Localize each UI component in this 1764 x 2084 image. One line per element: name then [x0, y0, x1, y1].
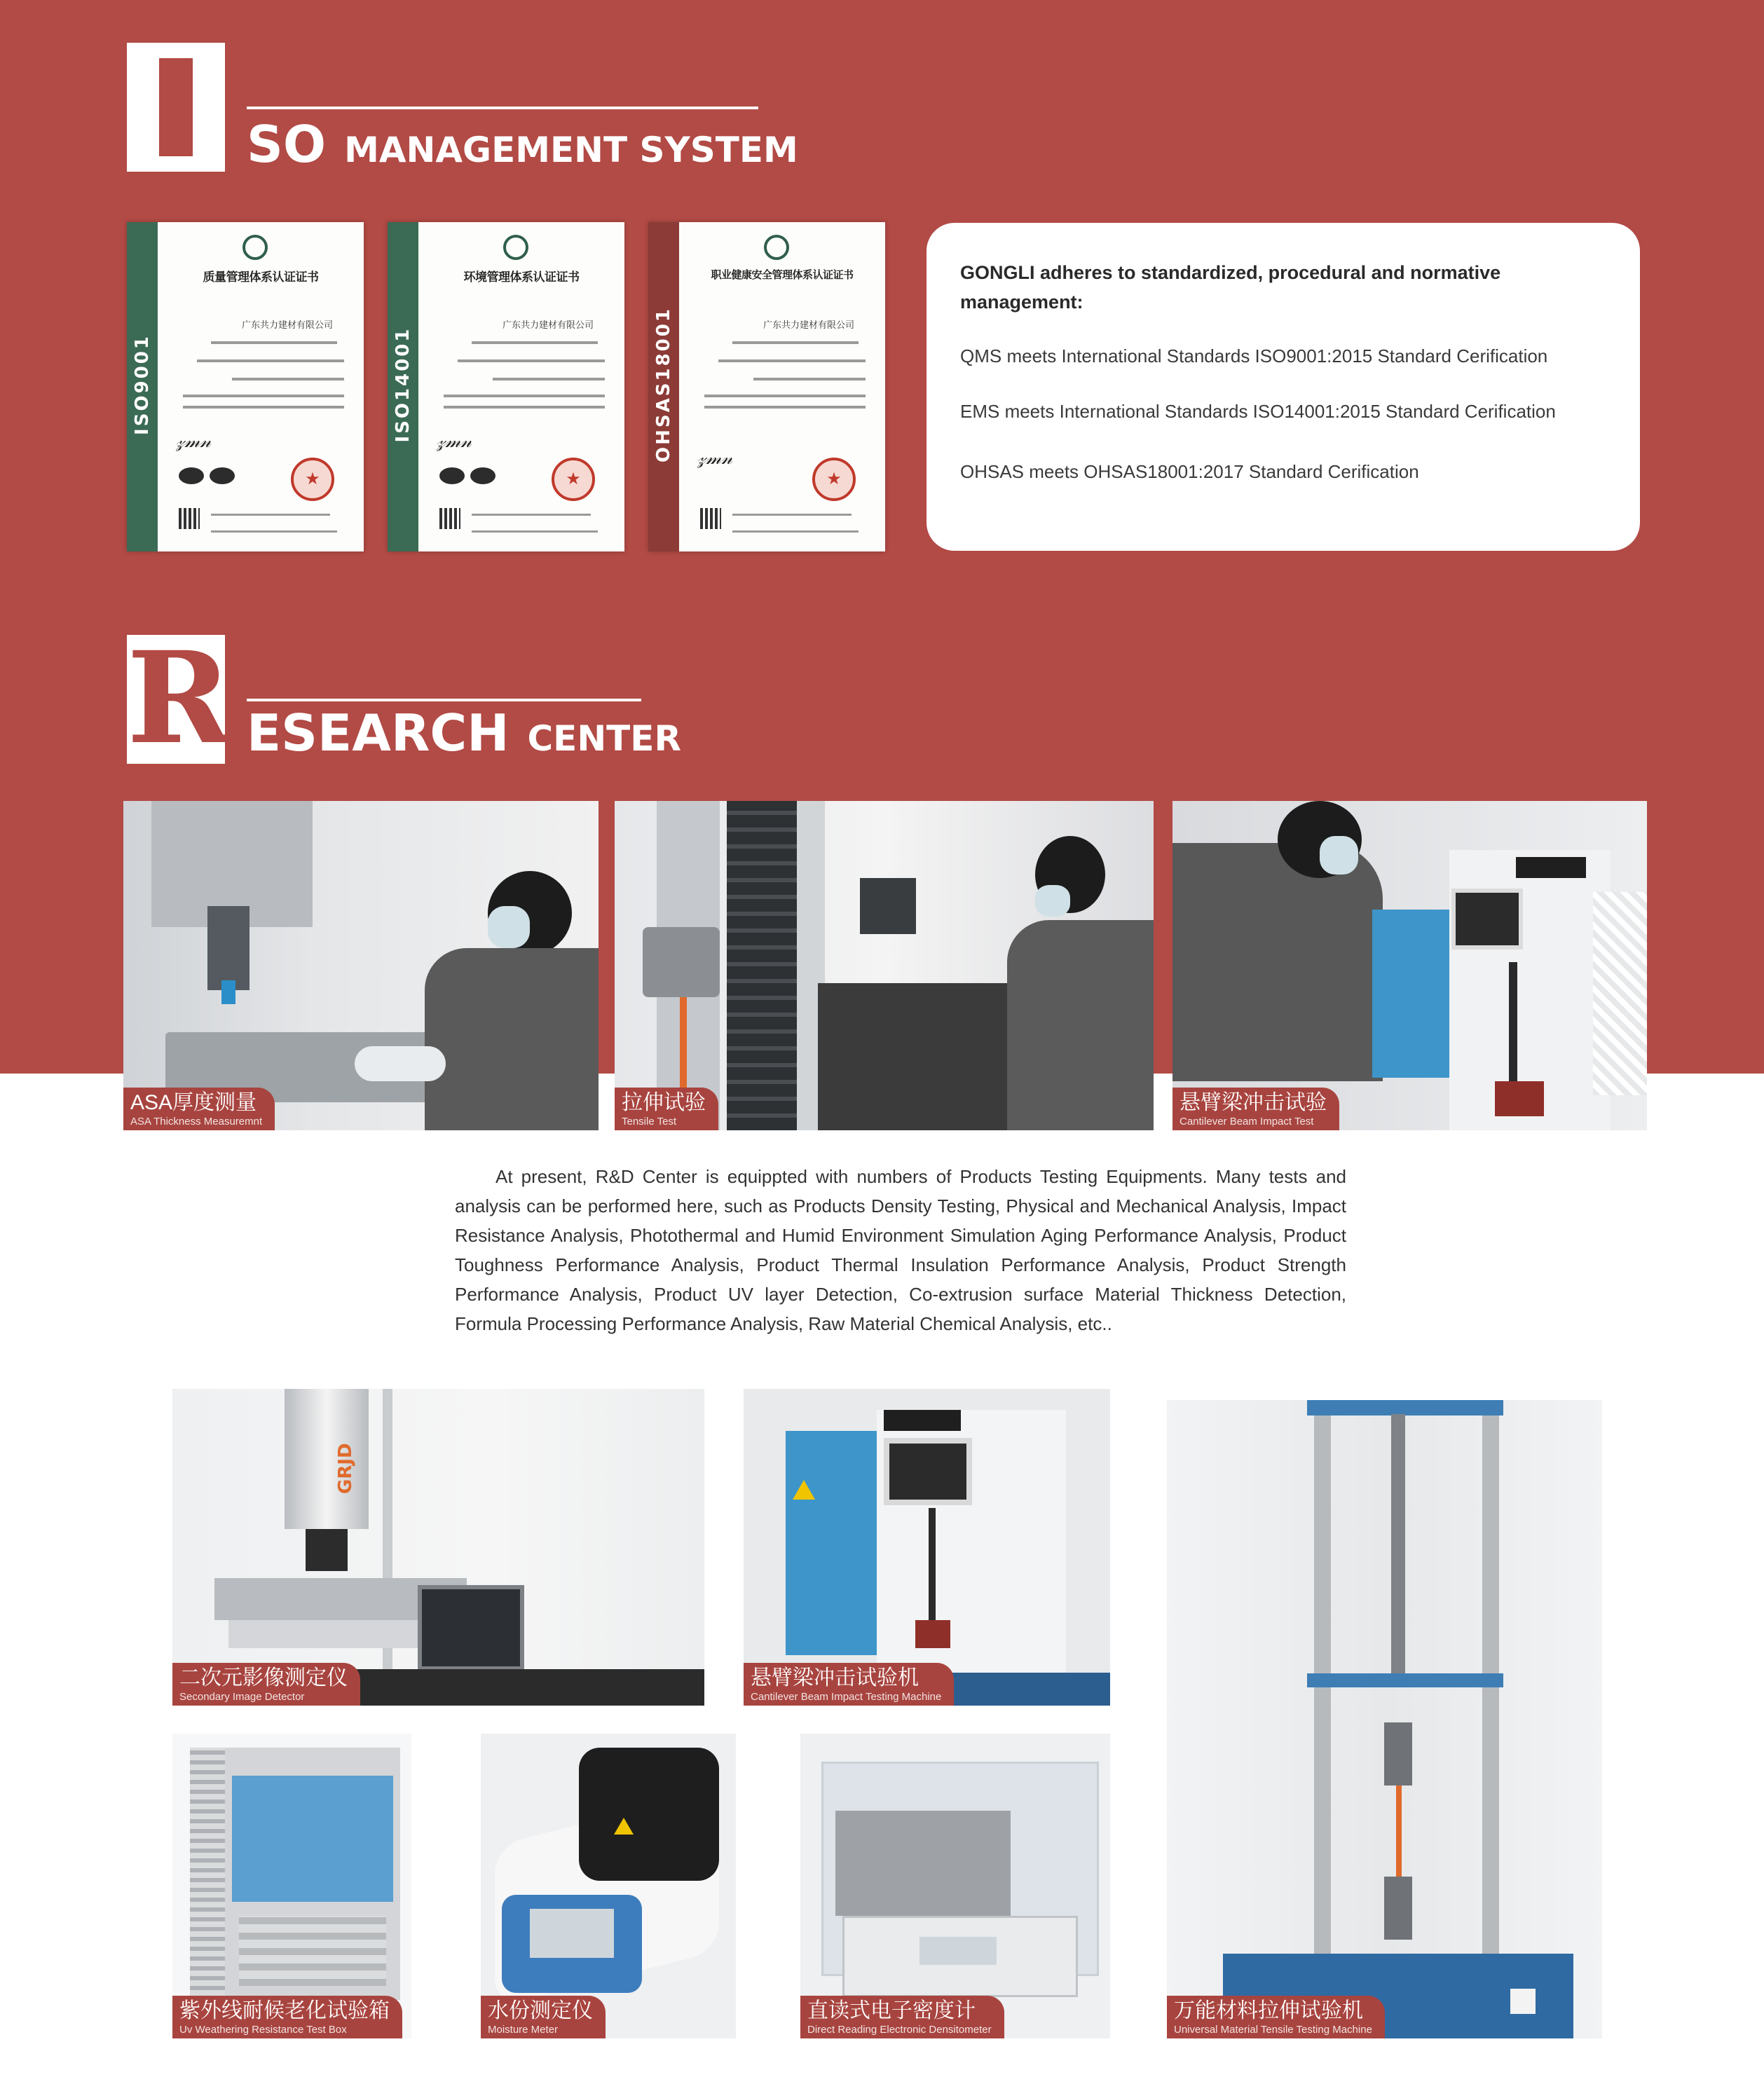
brand-label: GRJD	[335, 1443, 356, 1494]
iso-letter-box	[127, 43, 225, 172]
cert-text-line	[183, 395, 344, 397]
cert-text-line	[704, 395, 866, 397]
person-body	[1007, 920, 1154, 1130]
certificate-code: ISO14001	[392, 327, 413, 443]
display-screen	[1451, 889, 1523, 950]
cnas-badge-icon	[470, 467, 495, 484]
caption-en: Uv Weathering Resistance Test Box	[179, 2024, 347, 2036]
frame-column-right	[1482, 1400, 1499, 2038]
load-screw	[1391, 1414, 1405, 1673]
instrument-probe	[207, 906, 249, 990]
cert-text-line	[753, 378, 866, 381]
caption-impact-machine	[744, 1663, 954, 1706]
gloved-hand	[355, 1046, 446, 1081]
caption-cn: 悬臂梁冲击试验	[1180, 1091, 1327, 1114]
certificate-code: OHSAS18001	[653, 307, 674, 462]
cnas-badge-icon	[210, 467, 235, 484]
cert-text-line	[472, 530, 598, 533]
cert-logo-icon	[503, 235, 528, 260]
specimen	[1396, 1785, 1402, 1877]
cert-logo-icon	[764, 235, 789, 260]
cert-text-line	[732, 530, 859, 533]
lower-grip	[1384, 1877, 1412, 1940]
lens	[306, 1529, 348, 1571]
certificate-title: 职业健康安全管理体系认证证书	[711, 268, 854, 281]
caption-cn: ASA厚度测量	[130, 1091, 257, 1114]
certificate-title: 质量管理体系认证证书	[203, 270, 319, 285]
caption-tensile	[615, 1088, 718, 1130]
caption-densitometer	[800, 1996, 1004, 2038]
research-letter: R	[127, 624, 232, 772]
qr-code-icon	[439, 508, 460, 529]
top-handle	[884, 1410, 961, 1431]
research-heading-text	[247, 704, 681, 762]
iaf-badge-icon	[439, 467, 465, 484]
caption-image-detector	[172, 1663, 360, 1706]
info-line-qms: QMS meets International Standards ISO9001:2015 Standard Cerification	[960, 345, 1548, 366]
caption-en: Secondary Image Detector	[179, 1691, 305, 1703]
detector-head	[285, 1389, 369, 1529]
signature-icon: 𝓏𝓂𝓃	[697, 448, 733, 469]
research-description: At present, R&D Center is equippted with numbers of Products Testing Equipments. Many tests and analysis can be performed here, such as Products Density Testing, Physical and Mechanical Analysis, Impact Resistance Analysis, Photothermal and Humid Environment Simulation Aging Performance Analysis, Product Toughness Performance Analysis, Product Thermal Insulation Performance Analysis, Product Strength Performance Analysis, Product UV layer Detection, Co-extrusion surface Material Thickness Detection, Formula Processing Performance Analysis, Raw Material Chemical Analysis, etc..	[455, 1166, 1346, 1334]
frame-column-left	[1314, 1400, 1331, 2038]
research-heading-rest: CENTER	[527, 718, 681, 759]
seal-icon	[291, 458, 334, 501]
info-line-ohsas: OHSAS meets OHSAS18001:2017 Standard Cerification	[960, 461, 1419, 482]
cert-text-line	[732, 514, 852, 516]
warning-icon	[793, 1480, 815, 1500]
machine-blue-panel	[786, 1431, 877, 1655]
tensile-grip	[643, 927, 720, 997]
photo-universal-tensile	[1167, 1400, 1602, 2038]
research-heading-lead: ESEARCH	[247, 704, 510, 762]
cert-text-line	[704, 406, 866, 409]
caption-en: Tensile Test	[622, 1116, 677, 1127]
caption-en: Moisture Meter	[488, 2024, 559, 2036]
management-info-box	[927, 223, 1640, 551]
warning-icon	[614, 1818, 634, 1835]
cert-text-line	[444, 395, 605, 397]
caption-uv-box	[172, 1996, 402, 2038]
cert-text-line	[211, 341, 337, 344]
computer-monitor	[860, 878, 916, 934]
photo-image-detector	[172, 1389, 704, 1706]
desk	[818, 983, 1028, 1130]
middle-crossbeam	[1307, 1673, 1503, 1687]
caption-en: Direct Reading Electronic Densitometer	[807, 2024, 992, 2036]
cert-text-line	[444, 406, 605, 409]
face-mask	[488, 906, 530, 948]
impact-machine-blue-panel	[1372, 910, 1449, 1078]
wall-edge	[383, 1389, 392, 1706]
meter-display	[530, 1909, 614, 1958]
photo-densitometer	[800, 1734, 1110, 2038]
box-window	[232, 1776, 393, 1902]
cert-text-line	[211, 530, 337, 533]
iso-heading-rest: MANAGEMENT SYSTEM	[344, 130, 798, 170]
qr-code-icon	[700, 508, 721, 529]
info-heading: GONGLI adheres to standardized, procedural and normative management:	[960, 262, 1501, 313]
emergency-stop-icon	[1510, 1989, 1536, 2014]
qr-code-icon	[179, 508, 200, 529]
cert-text-line	[458, 359, 605, 362]
iso-heading-lead: SO	[247, 115, 327, 174]
iso-heading-rule	[247, 107, 758, 109]
seal-icon	[812, 458, 856, 501]
cert-logo-icon	[242, 235, 268, 260]
photo-moisture-meter	[481, 1734, 736, 2038]
iso-heading-text	[247, 115, 798, 174]
caption-cn: 万能材料拉伸试验机	[1174, 1999, 1363, 2022]
monitor	[418, 1585, 524, 1671]
caption-cn: 水份测定仪	[488, 1999, 593, 2022]
machine-panel	[727, 801, 797, 1130]
certificate-title: 环境管理体系认证证书	[463, 270, 580, 285]
certificate-company: 广东共力建材有限公司	[241, 320, 333, 331]
tool-case	[1516, 857, 1586, 878]
caption-universal-tensile	[1167, 1996, 1385, 2038]
face-mask	[1035, 885, 1070, 917]
sample-piece	[221, 980, 235, 1004]
caption-en: ASA Thickness Measuremnt	[130, 1116, 263, 1127]
upper-grip	[1384, 1722, 1412, 1785]
signature-icon: 𝓏𝓂𝓃	[437, 431, 472, 452]
photo-impact-test	[1172, 801, 1647, 1130]
photo-tensile-test	[615, 801, 1154, 1130]
cert-text-line	[183, 406, 344, 409]
info-line-ems: EMS meets International Standards ISO14001:2015 Standard Cerification	[960, 401, 1556, 422]
display-screen	[884, 1438, 972, 1505]
caption-cn: 直读式电子密度计	[807, 1999, 976, 2022]
certificate-code: ISO9001	[132, 334, 153, 435]
box-vents	[190, 1748, 225, 2000]
cert-text-line	[718, 359, 866, 362]
vent-grille	[1593, 892, 1647, 1095]
certificate-ohsas18001	[648, 222, 885, 551]
iaf-badge-icon	[179, 467, 204, 484]
cert-text-line	[493, 378, 605, 381]
photo-impact-machine	[744, 1389, 1110, 1706]
signature-icon: 𝓏𝓂𝓃	[176, 431, 212, 452]
caption-cn: 拉伸试验	[622, 1091, 706, 1114]
scale-display	[919, 1937, 997, 1965]
cert-text-line	[211, 514, 330, 516]
person-body	[425, 948, 599, 1130]
cert-text-line	[472, 341, 598, 344]
box-drawers	[239, 1916, 386, 1986]
cert-text-line	[732, 341, 859, 344]
caption-en: Cantilever Beam Impact Testing Machine	[751, 1691, 942, 1703]
face-mask	[1320, 836, 1358, 875]
certificate-iso14001	[388, 222, 624, 551]
caption-impact	[1172, 1088, 1339, 1130]
caption-cn: 二次元影像测定仪	[179, 1666, 348, 1689]
certificate-company: 广东共力建材有限公司	[763, 320, 854, 331]
research-letter-box	[127, 624, 232, 772]
caption-en: Cantilever Beam Impact Test	[1180, 1116, 1314, 1127]
certificate-company: 广东共力建材有限公司	[502, 320, 594, 331]
caption-asa	[123, 1088, 275, 1130]
cert-text-line	[197, 359, 344, 362]
research-heading-rule	[247, 699, 641, 701]
caption-moisture-meter	[481, 1996, 606, 2038]
top-crossbeam	[1307, 1400, 1503, 1415]
pendulum-head	[1495, 1081, 1544, 1116]
seal-icon	[552, 458, 595, 501]
iso-letter	[159, 58, 193, 156]
cert-text-line	[472, 514, 591, 516]
cert-text-line	[232, 378, 344, 381]
person-body	[1172, 843, 1383, 1081]
caption-cn: 紫外线耐候老化试验箱	[179, 1999, 390, 2022]
photo-uv-box	[172, 1734, 411, 2038]
caption-en: Universal Material Tensile Testing Machine	[1174, 2024, 1372, 2036]
pendulum-head	[915, 1620, 950, 1648]
certificate-iso9001	[127, 222, 364, 551]
sample-holder	[835, 1811, 1011, 1916]
caption-cn: 悬臂梁冲击试验机	[751, 1666, 919, 1689]
photo-asa-thickness	[123, 801, 599, 1130]
meter-lid	[579, 1748, 719, 1881]
